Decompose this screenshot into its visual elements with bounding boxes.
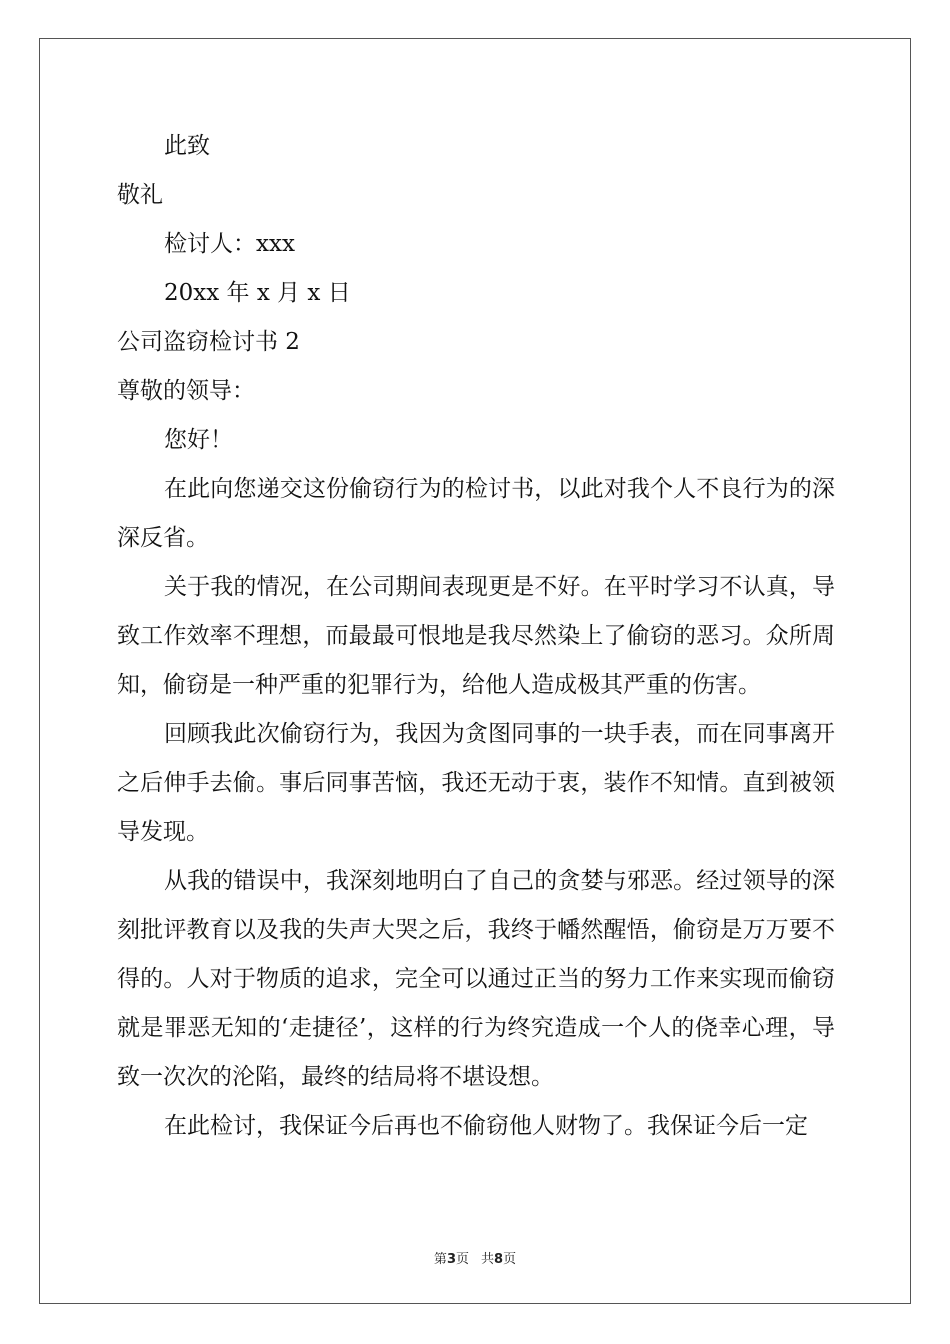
section-title: 公司盗窃检讨书 2: [117, 329, 300, 355]
paragraph: 关于我的情况，在公司期间表现更是不好。在平时学习不认真，导致工作效率不理想，而最最可恨地是我尽然染上了偷窃的恶习。众所周知，偷窃是一种严重的犯罪行为，给他人造成极其严重的伤害。: [117, 574, 835, 698]
page-prefix: 第: [433, 1252, 447, 1267]
page-footer: [0, 1248, 950, 1267]
total-prefix: 共: [481, 1252, 495, 1267]
paragraph: 回顾我此次偷窃行为，我因为贪图同事的一块手表，而在同事离开之后伸手去偷。事后同事苦恼，我还无动于衷，装作不知情。直到被领导发现。: [117, 721, 835, 845]
document-body: [117, 122, 835, 1151]
page-total-number: 8: [494, 1252, 504, 1267]
date-line: 20xx 年 x 月 x 日: [164, 280, 351, 306]
page-current-number: 3: [446, 1252, 456, 1267]
paragraph: 从我的错误中，我深刻地明白了自己的贪婪与邪恶。经过领导的深刻批评教育以及我的失声大哭之后，我终于幡然醒悟，偷窃是万万要不得的。人对于物质的追求，完全可以通过正当的努力工作来实现而偷窃就是罪恶无知的‘走捷径’，这样的行为终究造成一个人的侥幸心理，导致一次次的沦陷，最终的结局将不堪设想。: [117, 868, 835, 1090]
addressee-line: 尊敬的领导：: [117, 378, 255, 404]
closing-line: 此致: [164, 133, 210, 159]
paragraph: 在此向您递交这份偷窃行为的检讨书，以此对我个人不良行为的深深反省。: [117, 476, 835, 551]
paragraph: 在此检讨，我保证今后再也不偷窃他人财物了。我保证今后一定: [164, 1113, 808, 1139]
page-suffix: 页: [455, 1252, 469, 1267]
greeting-line: 您好！: [164, 427, 233, 453]
salute-line: 敬礼: [117, 182, 163, 208]
total-suffix: 页: [503, 1252, 517, 1267]
signer-line: 检讨人：xxx: [164, 231, 295, 257]
